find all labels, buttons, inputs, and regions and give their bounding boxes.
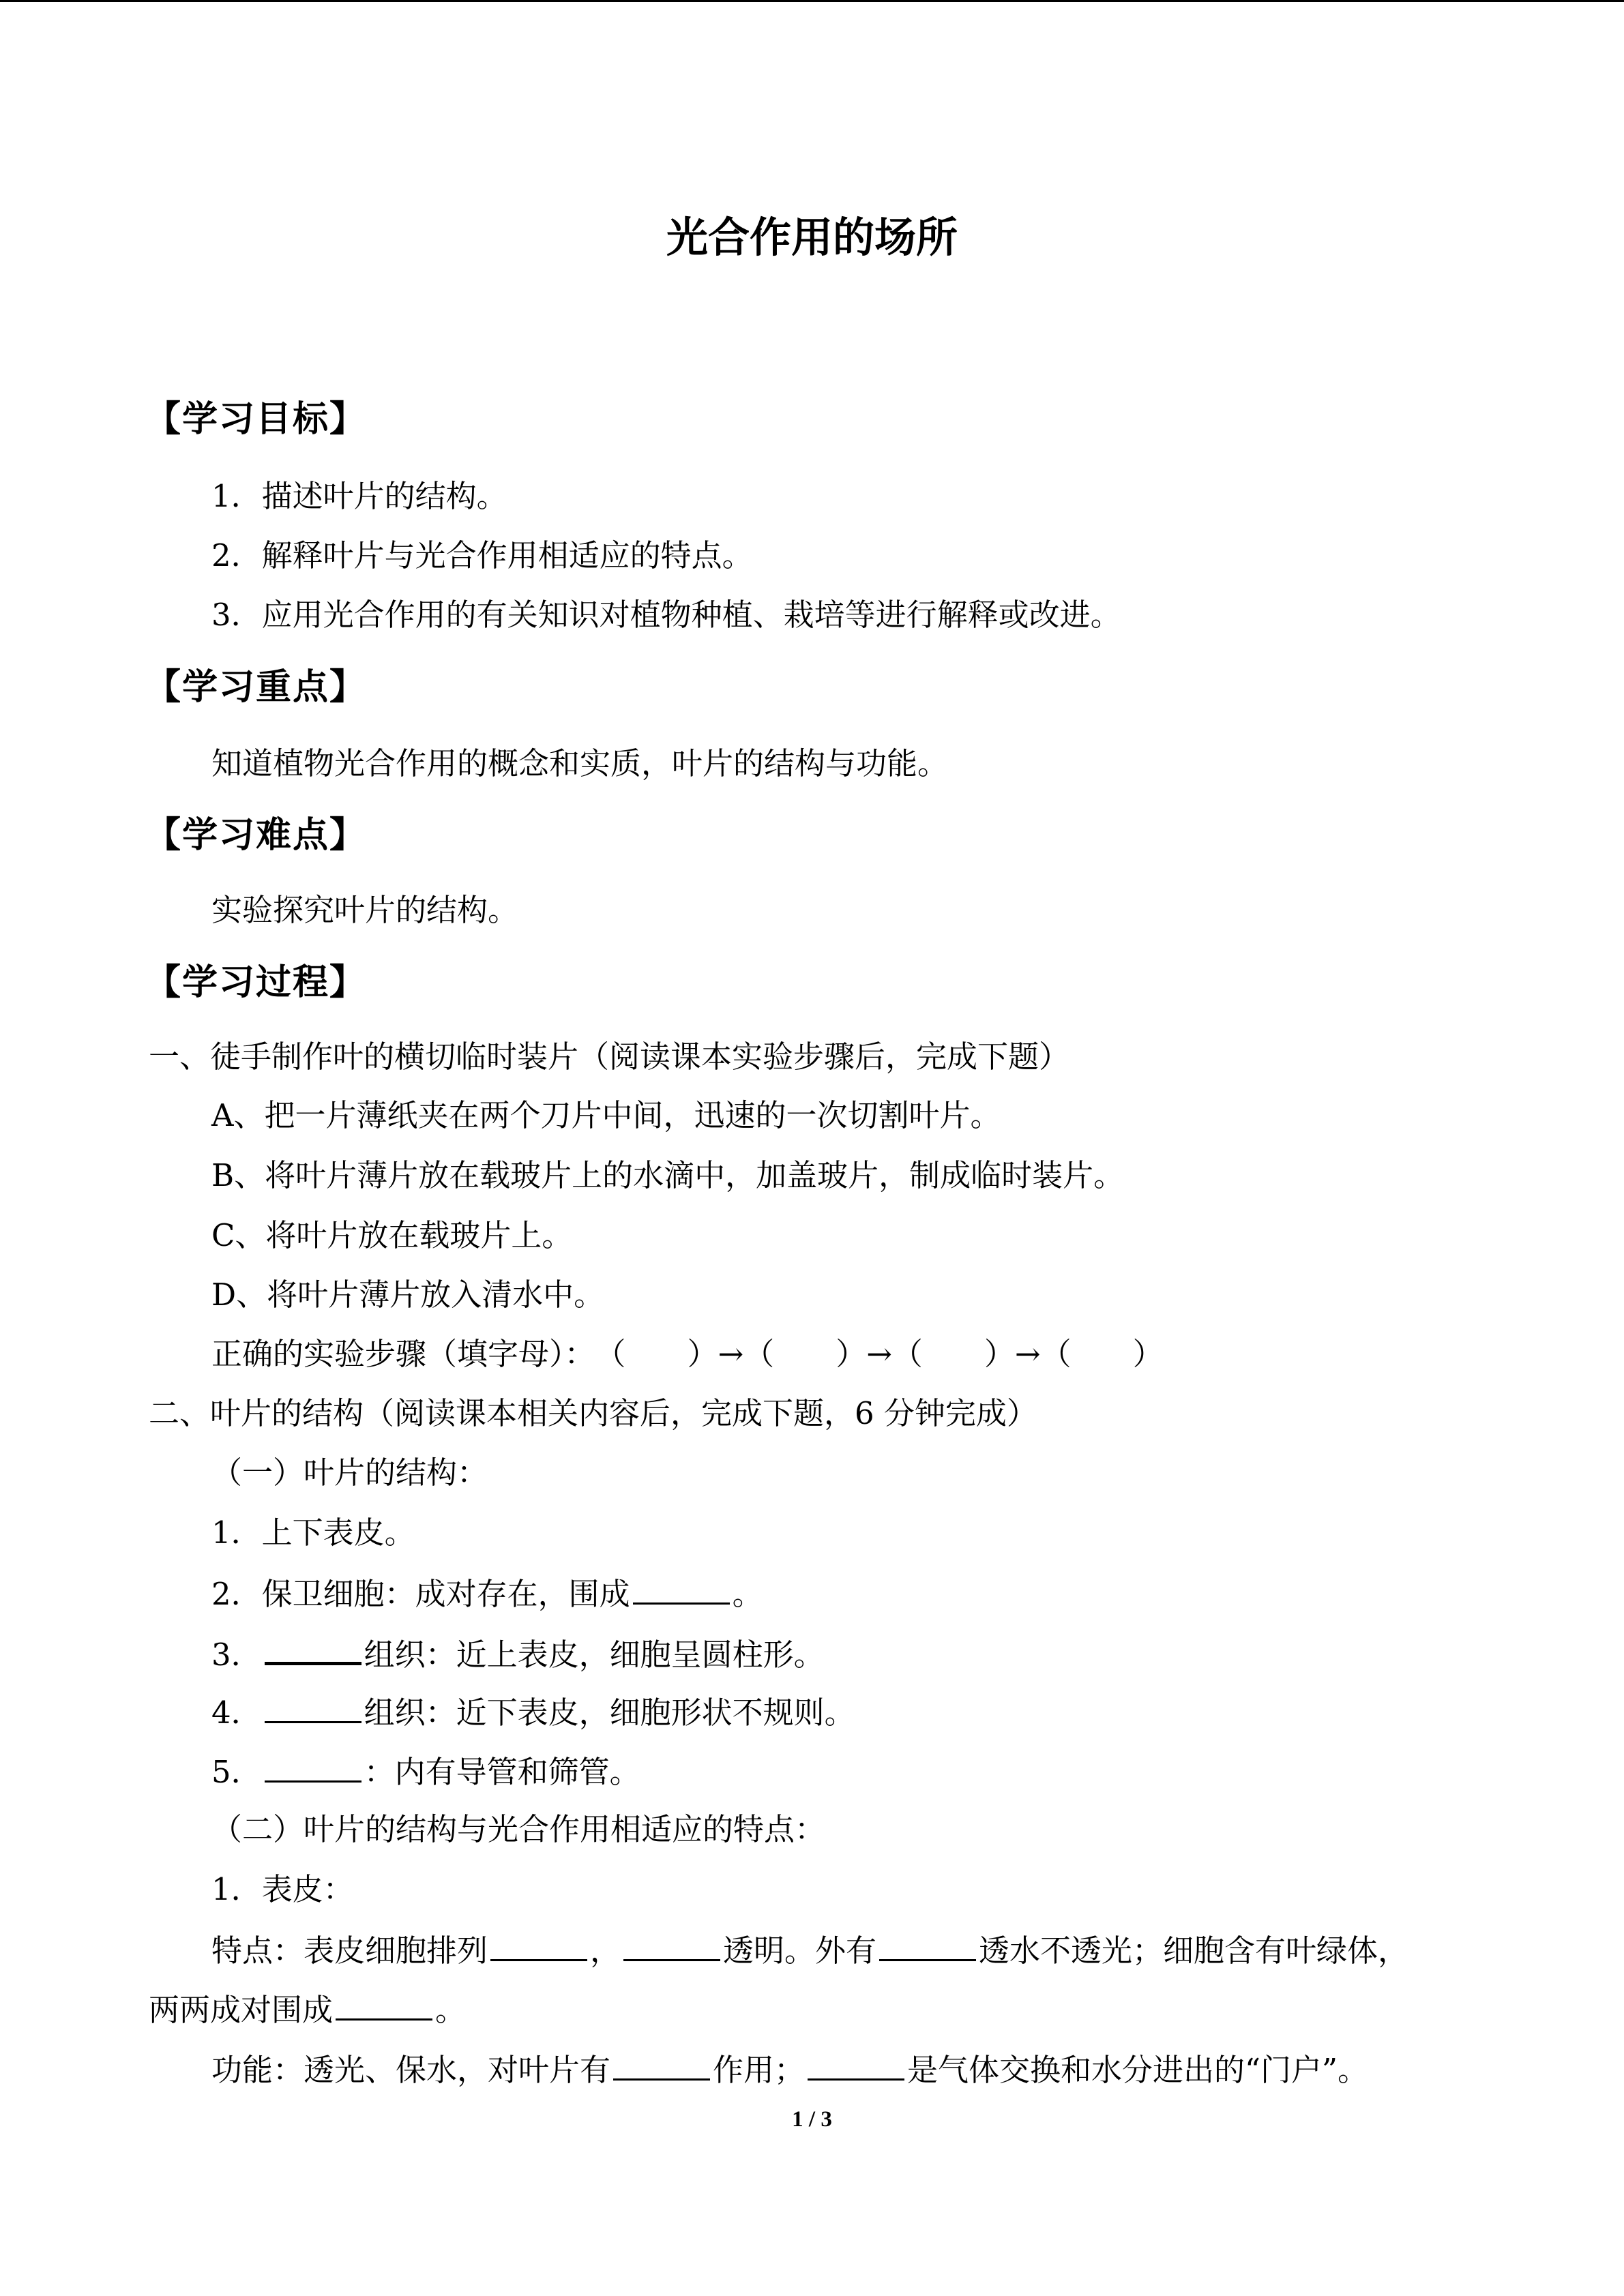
blank-palisade[interactable] xyxy=(265,1636,361,1665)
key-heading: 【学习重点】 xyxy=(145,666,367,708)
process-heading: 【学习过程】 xyxy=(145,961,367,1003)
blank-guard-cells[interactable] xyxy=(336,1993,432,2021)
item-3-num: 3． xyxy=(211,1637,262,1673)
function-line xyxy=(211,2052,1369,2088)
function-text-a: 功能：透光、保水，对叶片有 xyxy=(211,2052,611,2088)
feature-text-e: 两两成对围成 xyxy=(149,1992,334,2028)
feature-text-c: 透明。外有 xyxy=(723,1933,877,1969)
step-b: B、将叶片薄片放在载玻片上的水滴中，加盖玻片，制成临时装片。 xyxy=(211,1157,1125,1193)
objective-2: 2．解释叶片与光合作用相适应的特点。 xyxy=(211,537,753,573)
item-1: 1．上下表皮。 xyxy=(211,1515,415,1551)
function-text-b: 作用； xyxy=(713,2052,806,2088)
item-2-end: 。 xyxy=(732,1576,763,1612)
blank-cuticle[interactable] xyxy=(879,1933,976,1961)
blank-spongy[interactable] xyxy=(265,1695,361,1723)
item-2-text: 2．保卫细胞：成对存在，围成 xyxy=(211,1576,630,1612)
feature-text-b: ， xyxy=(590,1933,621,1969)
item-5-text: ：内有导管和筛管。 xyxy=(364,1754,640,1790)
item-3-text: 组织：近上表皮，细胞呈圆柱形。 xyxy=(364,1637,825,1673)
blank-arrangement[interactable] xyxy=(490,1933,587,1961)
order-slots: （ ）→（ ）→（ ）→（ ） xyxy=(595,1336,1164,1372)
sub1-title: （一）叶片的结构： xyxy=(211,1455,488,1491)
item-4-num: 4． xyxy=(211,1695,262,1731)
difficulty-text: 实验探究叶片的结构。 xyxy=(211,892,519,928)
item-5-num: 5． xyxy=(211,1754,262,1790)
objective-1: 1．描述叶片的结构。 xyxy=(211,478,507,514)
objectives-heading: 【学习目标】 xyxy=(145,398,367,440)
item-3 xyxy=(211,1636,825,1673)
item-4 xyxy=(211,1695,855,1731)
blank-stoma[interactable] xyxy=(808,2053,904,2081)
key-text: 知道植物光合作用的概念和实质，叶片的结构与功能。 xyxy=(211,745,949,781)
item-4-text: 组织：近下表皮，细胞形状不规则。 xyxy=(364,1695,855,1731)
function-text-c: 是气体交换和水分进出的“门户”。 xyxy=(907,2052,1369,2088)
feature-text-d: 透水不透光；细胞含有叶绿体， xyxy=(979,1933,1409,1969)
step-a: A、把一片薄纸夹在两个刀片中间，迅速的一次切割叶片。 xyxy=(211,1097,1001,1133)
order-line xyxy=(211,1336,1164,1372)
blank-vein[interactable] xyxy=(265,1755,361,1783)
feature-text-f: 。 xyxy=(435,1992,467,2028)
feature-line-2 xyxy=(149,1992,467,2028)
blank-stomata[interactable] xyxy=(633,1577,730,1605)
epidermis-label: 1．表皮： xyxy=(211,1871,354,1907)
feature-line xyxy=(211,1933,1409,1969)
objective-3: 3．应用光合作用的有关知识对植物种植、栽培等进行解释或改进。 xyxy=(211,597,1121,633)
blank-protection[interactable] xyxy=(613,2053,710,2081)
item-5 xyxy=(211,1754,640,1790)
difficulty-heading: 【学习难点】 xyxy=(145,814,367,856)
item-2 xyxy=(211,1576,763,1612)
step-c: C、将叶片放在载玻片上。 xyxy=(211,1217,573,1253)
sub2-title: （二）叶片的结构与光合作用相适应的特点： xyxy=(211,1811,826,1847)
order-prefix: 正确的实验步骤（填字母）： xyxy=(211,1336,595,1372)
part2-title: 二、叶片的结构（阅读课本相关内容后，完成下题，6 分钟完成） xyxy=(149,1395,1037,1431)
step-d: D、将叶片薄片放入清水中。 xyxy=(211,1277,605,1313)
part1-title: 一、徒手制作叶的横切临时装片（阅读课本实验步骤后，完成下题） xyxy=(149,1039,1070,1075)
blank-transparency[interactable] xyxy=(623,1933,720,1961)
page-title: 光合作用的场所 xyxy=(666,213,958,262)
top-border xyxy=(0,0,1624,2)
page-number: 1 / 3 xyxy=(792,2107,832,2132)
feature-text-a: 特点：表皮细胞排列 xyxy=(211,1933,488,1969)
